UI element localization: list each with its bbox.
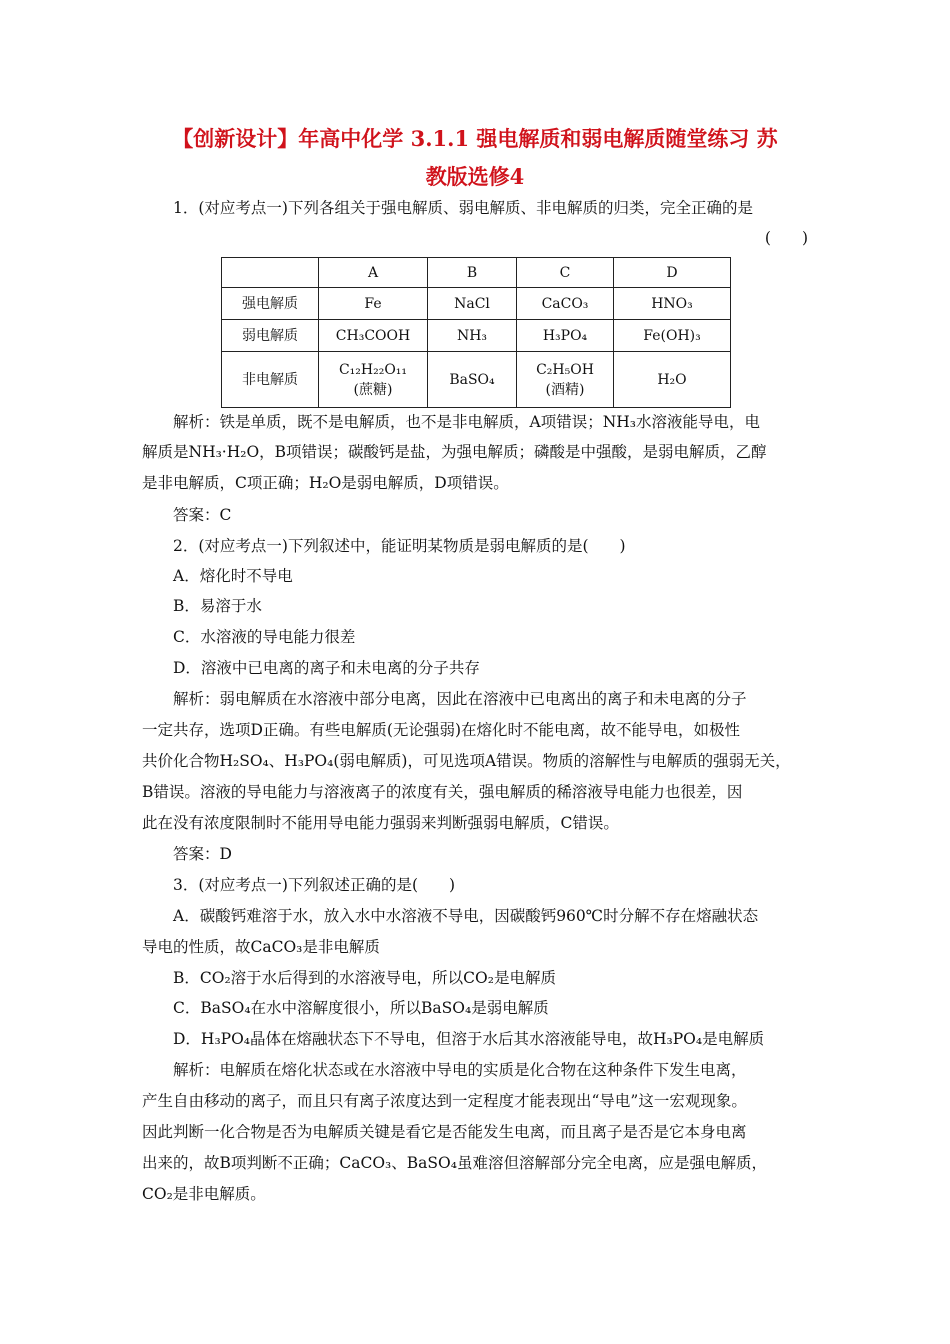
table-cell: H₂O [614, 352, 731, 408]
table-row [222, 320, 731, 352]
q1-stem: 1．(对应考点一)下列各组关于强电解质、弱电解质、非电解质的归类，完全正确的是 [173, 199, 753, 217]
row-label: 弱电解质 [222, 320, 319, 352]
q3-option-c: C．BaSO₄在水中溶解度很小，所以BaSO₄是弱电解质 [173, 999, 549, 1017]
table-cell: NH₃ [428, 320, 517, 352]
table-header-cell: C [517, 258, 614, 288]
q1-answer: 答案：C [173, 506, 232, 524]
q3-analysis-line: 因此判断一化合物是否为电解质关键是看它是否能发生电离，而且离子是否是它本身电离 [142, 1123, 747, 1141]
cell-formula: C₂H₅OH [536, 361, 594, 378]
cell-note: (蔗糖) [353, 381, 393, 398]
cell-note: (酒精) [545, 381, 585, 398]
table-cell [517, 352, 614, 408]
document-title [110, 120, 840, 196]
q2-option-a: A．熔化时不导电 [173, 567, 293, 585]
title-line-2: 教版选修4 [425, 164, 525, 189]
q2-option-b: B．易溶于水 [173, 597, 262, 615]
q1-classification-table [221, 257, 731, 408]
q3-option-b: B．CO₂溶于水后得到的水溶液导电，所以CO₂是电解质 [173, 969, 556, 987]
table-cell: Fe [319, 288, 428, 320]
q1-analysis-line: 解质是NH₃·H₂O，B项错误；碳酸钙是盐，为强电解质；磷酸是中强酸，是弱电解质，乙醇 [142, 443, 767, 461]
table-header-cell: B [428, 258, 517, 288]
table-header-row [222, 258, 731, 288]
table-cell: CH₃COOH [319, 320, 428, 352]
table-cell: NaCl [428, 288, 517, 320]
title-line-1: 【创新设计】年高中化学 3.1.1 强电解质和弱电解质随堂练习 苏 [172, 126, 778, 151]
table-cell [319, 352, 428, 408]
q2-analysis-line: 此在没有浓度限制时不能用导电能力强弱来判断强弱电解质，C错误。 [142, 814, 619, 832]
q2-analysis-line: 一定共存，选项D正确。有些电解质(无论强弱)在熔化时不能电离，故不能导电，如极性 [142, 721, 741, 739]
q2-option-d: D．溶液中已电离的离子和未电离的分子共存 [173, 659, 480, 677]
q1-answer-paren: ( ) [764, 229, 808, 247]
table-cell: Fe(OH)₃ [614, 320, 731, 352]
q3-option-a-cont: 导电的性质，故CaCO₃是非电解质 [142, 938, 380, 956]
q3-analysis-line: 解析：电解质在熔化状态或在水溶液中导电的实质是化合物在这种条件下发生电离， [173, 1061, 747, 1079]
q3-option-d: D．H₃PO₄晶体在熔融状态下不导电，但溶于水后其水溶液能导电，故H₃PO₄是电解质 [173, 1030, 765, 1048]
cell-formula: C₁₂H₂₂O₁₁ [338, 361, 408, 378]
table-header-cell: D [614, 258, 731, 288]
table-row [222, 288, 731, 320]
table-header-cell [222, 258, 319, 288]
q3-analysis-line: 产生自由移动的离子，而且只有离子浓度达到一定程度才能表现出“导电”这一宏观现象。 [142, 1092, 747, 1110]
q2-analysis-line: 共价化合物H₂SO₄、H₃PO₄(弱电解质)，可见选项A错误。物质的溶解性与电解质的强弱无关， [142, 752, 791, 770]
q3-analysis-line: 出来的，故B项判断不正确；CaCO₃、BaSO₄虽难溶但溶解部分完全电离，应是强电解质， [142, 1154, 767, 1172]
table-cell: HNO₃ [614, 288, 731, 320]
q3-stem: 3．(对应考点一)下列叙述正确的是( ) [173, 876, 456, 894]
table-header-cell: A [319, 258, 428, 288]
q3-option-a: A．碳酸钙难溶于水，放入水中水溶液不导电，因碳酸钙960℃时分解不存在熔融状态 [173, 907, 759, 925]
table-cell: CaCO₃ [517, 288, 614, 320]
q2-analysis-line: 解析：弱电解质在水溶液中部分电离，因此在溶液中已电离出的离子和未电离的分子 [173, 690, 747, 708]
q2-option-c: C．水溶液的导电能力很差 [173, 628, 356, 646]
q3-analysis-line: CO₂是非电解质。 [142, 1185, 266, 1203]
q2-answer: 答案：D [173, 845, 232, 863]
q1-analysis-line: 是非电解质，C项正确；H₂O是弱电解质，D项错误。 [142, 474, 509, 492]
table-cell: H₃PO₄ [517, 320, 614, 352]
table-cell: BaSO₄ [428, 352, 517, 408]
q2-analysis-line: B错误。溶液的导电能力与溶液离子的浓度有关，强电解质的稀溶液导电能力也很差，因 [142, 783, 743, 801]
q2-stem: 2．(对应考点一)下列叙述中，能证明某物质是弱电解质的是( ) [173, 537, 626, 555]
row-label: 非电解质 [222, 352, 319, 408]
q1-analysis-line: 解析：铁是单质，既不是电解质，也不是非电解质，A项错误；NH₃水溶液能导电，电 [173, 413, 760, 431]
row-label: 强电解质 [222, 288, 319, 320]
table-row [222, 352, 731, 408]
